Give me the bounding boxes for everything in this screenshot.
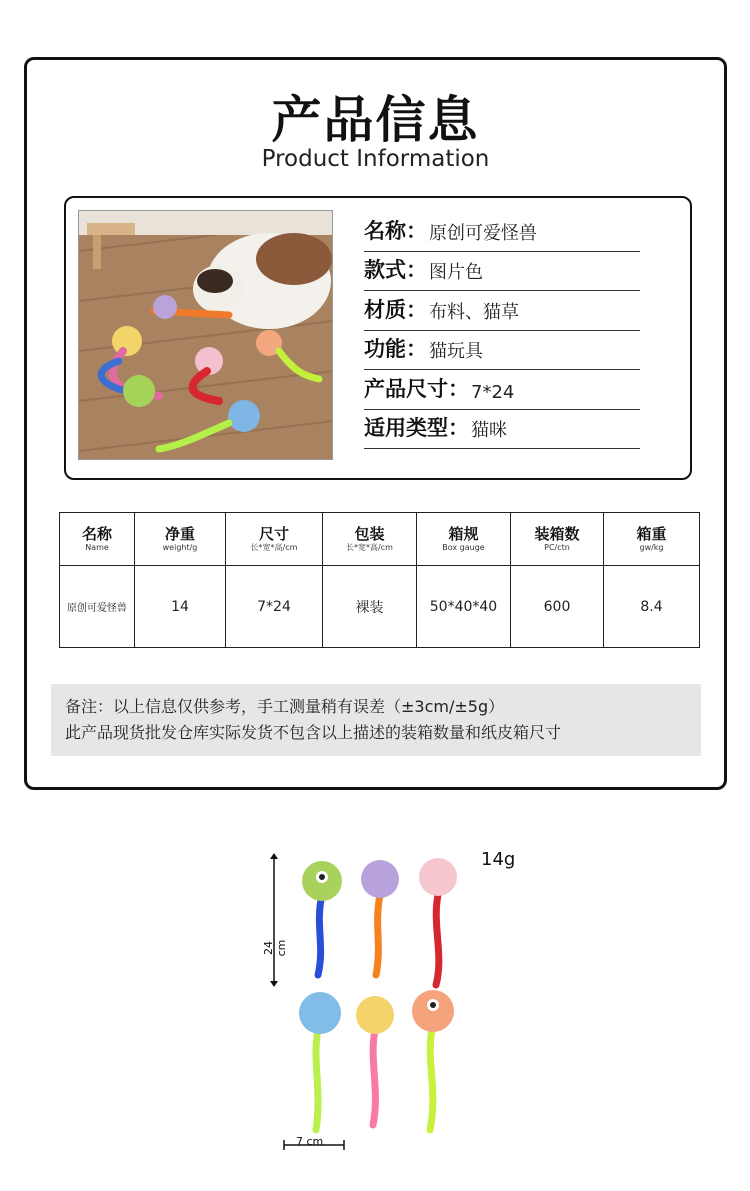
table-header-cell xyxy=(60,513,135,566)
spec-row-material xyxy=(364,291,640,331)
packing-table xyxy=(59,512,700,648)
header-main: 净重 xyxy=(164,525,195,543)
header-main: 包装 xyxy=(354,525,385,543)
header-sub: weight/g xyxy=(162,543,198,552)
spec-row-style xyxy=(364,252,640,292)
header-main: 箱规 xyxy=(448,525,479,543)
header-main: 名称 xyxy=(81,525,112,543)
spec-value: 图片色 xyxy=(429,262,483,283)
header-sub: Box gauge xyxy=(442,543,485,552)
table-cell-weight: 14 xyxy=(135,566,226,648)
header-sub: gw/kg xyxy=(639,543,664,552)
spec-list xyxy=(364,212,640,449)
table-cell-package: 裸装 xyxy=(323,566,417,648)
header-sub: PC/ctn xyxy=(544,543,570,552)
table-cell-pcs: 600 xyxy=(511,566,604,648)
info-box xyxy=(64,196,692,480)
spec-value: 布料、猫草 xyxy=(429,301,519,323)
table-row xyxy=(60,566,700,648)
width-label: 7 cm xyxy=(296,1135,324,1148)
size-diagram xyxy=(260,845,530,1165)
table-header-row xyxy=(60,513,700,566)
packing-table-wrap xyxy=(59,512,699,648)
table-header-cell xyxy=(417,513,511,566)
spec-row-function xyxy=(364,331,640,371)
product-photo xyxy=(78,210,333,460)
product-info-card xyxy=(24,57,727,790)
spec-label: 功能： xyxy=(364,337,427,361)
table-header-cell xyxy=(511,513,604,566)
header-sub: Name xyxy=(85,543,109,552)
spec-label: 适用类型： xyxy=(364,416,469,440)
weight-label: 14g xyxy=(481,849,516,870)
toy-illustration xyxy=(260,845,530,1165)
page-title: 产品信息 xyxy=(271,91,480,149)
spec-label: 款式： xyxy=(364,258,427,282)
table-header-cell xyxy=(604,513,700,566)
note-line-1: 备注：以上信息仅供参考，手工测量稍有误差（±3cm/±5g） xyxy=(65,697,505,716)
spec-label: 产品尺寸： xyxy=(364,376,469,401)
table-cell-size: 7*24 xyxy=(226,566,323,648)
spec-label: 名称： xyxy=(364,218,427,243)
table-cell-box-weight: 8.4 xyxy=(604,566,700,648)
spec-value: 7*24 xyxy=(471,381,515,403)
spec-row-name xyxy=(364,212,640,252)
page-subtitle: Product Information xyxy=(261,146,490,172)
header-sub: 长*宽*高/cm xyxy=(250,543,298,552)
header-main: 装箱数 xyxy=(534,525,580,543)
height-label: 24 cm xyxy=(262,939,288,957)
table-cell-name: 原创可爱怪兽 xyxy=(60,566,135,648)
table-header-cell xyxy=(323,513,417,566)
remark-note xyxy=(51,684,701,756)
table-header-cell xyxy=(226,513,323,566)
spec-row-size xyxy=(364,370,640,410)
table-cell-box-gauge: 50*40*40 xyxy=(417,566,511,648)
spec-row-type xyxy=(364,410,640,450)
table-header-cell xyxy=(135,513,226,566)
spec-value: 猫玩具 xyxy=(429,341,483,362)
spec-value: 原创可爱怪兽 xyxy=(429,222,537,244)
header-sub: 长*宽*高/cm xyxy=(346,543,393,552)
note-line-2: 此产品现货批发仓库实际发货不包含以上描述的装箱数量和纸皮箱尺寸 xyxy=(65,723,562,742)
header-main: 箱重 xyxy=(636,525,667,543)
spec-value: 猫咪 xyxy=(471,420,507,441)
header-main: 尺寸 xyxy=(258,525,289,543)
spec-label: 材质： xyxy=(364,297,427,322)
